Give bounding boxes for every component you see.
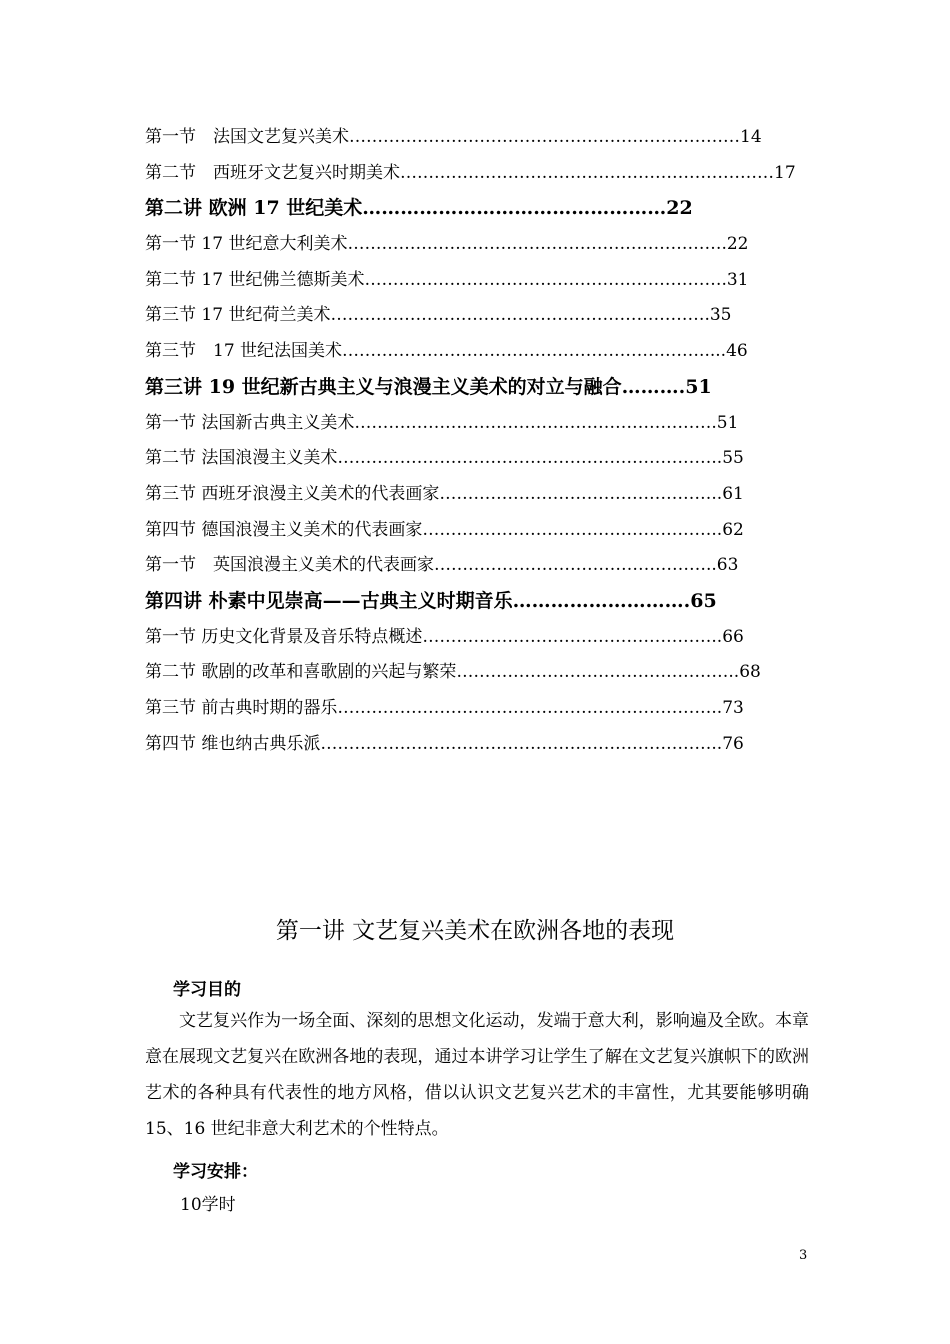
lecture-heading: 第一讲 文艺复兴美术在欧洲各地的表现 (275, 918, 675, 944)
toc-section-entry[interactable] (145, 406, 805, 442)
toc-entry-title: 第二节 法国浪漫主义美术 (145, 448, 338, 469)
toc-entry-title: 第一节 法国新古典主义美术 (145, 412, 355, 433)
schedule-text: 10学时 (180, 1195, 236, 1215)
toc-section-entry[interactable] (145, 120, 805, 156)
toc-entry-title: 第二节 歌剧的改革和喜歌剧的兴起与繁荣 (145, 662, 457, 683)
toc-leader-dots: ………………………………………………………… (330, 305, 705, 326)
toc-page-number: ..63 (706, 555, 739, 576)
toc-lecture-entry[interactable] (145, 584, 805, 620)
objective-paragraph: 文艺复兴作为一场全面、深刻的思想文化运动，发端于意大利，影响遍及全欧。本章意在展现文艺复兴在欧洲各地的表现，通过本讲学习让学生了解在文艺复兴旗帜下的欧洲艺术的各种具有代表性的地方风格，借以认识文艺复兴艺术的丰富性，尤其要能够明确 15、16 世纪非意大利艺术的个性特点。 (145, 1011, 809, 1139)
schedule-label: 学习安排： (173, 1162, 258, 1182)
toc-leader-dots: ………………………………………………………… (337, 698, 712, 718)
table-of-contents (145, 120, 805, 762)
toc-leader-dots: …………………………………………………………… (349, 127, 740, 147)
toc-leader-dots: ………………………………………… (439, 483, 712, 504)
toc-lecture-entry[interactable] (145, 370, 805, 406)
page-number: 3 (799, 1248, 808, 1263)
toc-page-number: .....46 (699, 341, 748, 362)
toc-leader-dots: …………………………………………………………… (320, 733, 712, 754)
toc-page-number: ..61 (711, 483, 744, 504)
toc-section-entry[interactable] (145, 620, 805, 656)
toc-page-number: ..66 (711, 626, 744, 647)
toc-entry-title: 第一节 法国文艺复兴美术 (145, 127, 349, 147)
toc-entry-title: 第四节 德国浪漫主义美术的代表画家 (145, 519, 423, 540)
toc-entry-title: 第三节 西班牙浪漫主义美术的代表画家 (145, 483, 440, 504)
toc-entry-title: 第四节 维也纳古典乐派 (145, 733, 321, 754)
toc-section-entry[interactable] (145, 655, 805, 691)
toc-page-number: .35 (704, 305, 732, 326)
toc-leader-dots: ……………………… (512, 589, 684, 612)
toc-entry-title: 第二节 西班牙文艺复兴时期美术 (145, 162, 400, 183)
toc-page-number: .65 (683, 589, 717, 612)
toc-page-number: ..62 (711, 519, 744, 540)
toc-section-entry[interactable] (145, 263, 805, 299)
toc-section-entry[interactable] (145, 727, 805, 763)
toc-page-number: .51 (678, 375, 712, 398)
toc-leader-dots: ………………………………………… (456, 662, 729, 683)
toc-leader-dots: ………………………………………………………… (337, 448, 712, 469)
toc-section-entry[interactable] (145, 334, 805, 370)
toc-entry-title: 第三节 17 世纪荷兰美术 (145, 305, 331, 326)
toc-section-entry[interactable] (145, 513, 805, 549)
toc-section-entry[interactable] (145, 548, 805, 584)
toc-leader-dots: ……………………………………………………… (342, 341, 700, 362)
toc-section-entry[interactable] (145, 691, 805, 727)
toc-leader-dots: ………………………………………… (362, 197, 667, 220)
toc-page-number: 22 (666, 197, 693, 220)
toc-leader-dots: …………………………………………… (422, 519, 712, 540)
toc-entry-title: 第三讲 19 世纪新古典主义与浪漫主义美术的对立与融合 (145, 375, 622, 398)
toc-page-number: 17 (774, 162, 796, 183)
toc-page-number: 14 (740, 127, 762, 147)
toc-entry-title: 第三节 17 世纪法国美术 (145, 341, 343, 362)
toc-section-entry[interactable] (145, 227, 805, 263)
toc-section-entry[interactable] (145, 298, 805, 334)
toc-leader-dots: ………………………………………………………… (400, 162, 774, 183)
toc-leader-dots: ……………………………………………………… (354, 412, 712, 433)
toc-page-number: ..73 (711, 698, 744, 718)
toc-leader-dots: ……………………………………………………… (364, 269, 722, 290)
toc-entry-title: 第二节 17 世纪佛兰德斯美术 (145, 269, 365, 290)
toc-lecture-entry[interactable] (145, 191, 805, 227)
toc-leader-dots: ………………………………………… (434, 555, 706, 576)
toc-page-number: .22 (721, 234, 749, 255)
toc-entry-title: 第一节 英国浪漫主义美术的代表画家 (145, 555, 434, 576)
toc-section-entry[interactable] (145, 156, 805, 192)
toc-entry-title: 第一节 历史文化背景及音乐特点概述 (145, 626, 423, 647)
toc-section-entry[interactable] (145, 441, 805, 477)
toc-entry-title: 第三节 前古典时期的器乐 (145, 698, 338, 718)
toc-leader-dots: …………………………………………… (422, 626, 712, 647)
toc-entry-title: 第四讲 朴素中见崇高——古典主义时期音乐 (145, 589, 513, 612)
toc-entry-title: 第一节 17 世纪意大利美术 (145, 234, 348, 255)
toc-page-number: ..68 (728, 662, 761, 683)
toc-page-number: .31 (721, 269, 749, 290)
toc-leader-dots: ………………………………………………………… (347, 234, 722, 255)
toc-leader-dots: ……… (621, 375, 679, 398)
toc-page-number: ..55 (711, 448, 744, 469)
toc-page-number: .51 (711, 412, 739, 433)
toc-section-entry[interactable] (145, 477, 805, 513)
toc-page-number: ..76 (711, 733, 744, 754)
objective-label: 学习目的 (173, 980, 241, 1000)
toc-entry-title: 第二讲 欧洲 17 世纪美术 (145, 197, 363, 220)
